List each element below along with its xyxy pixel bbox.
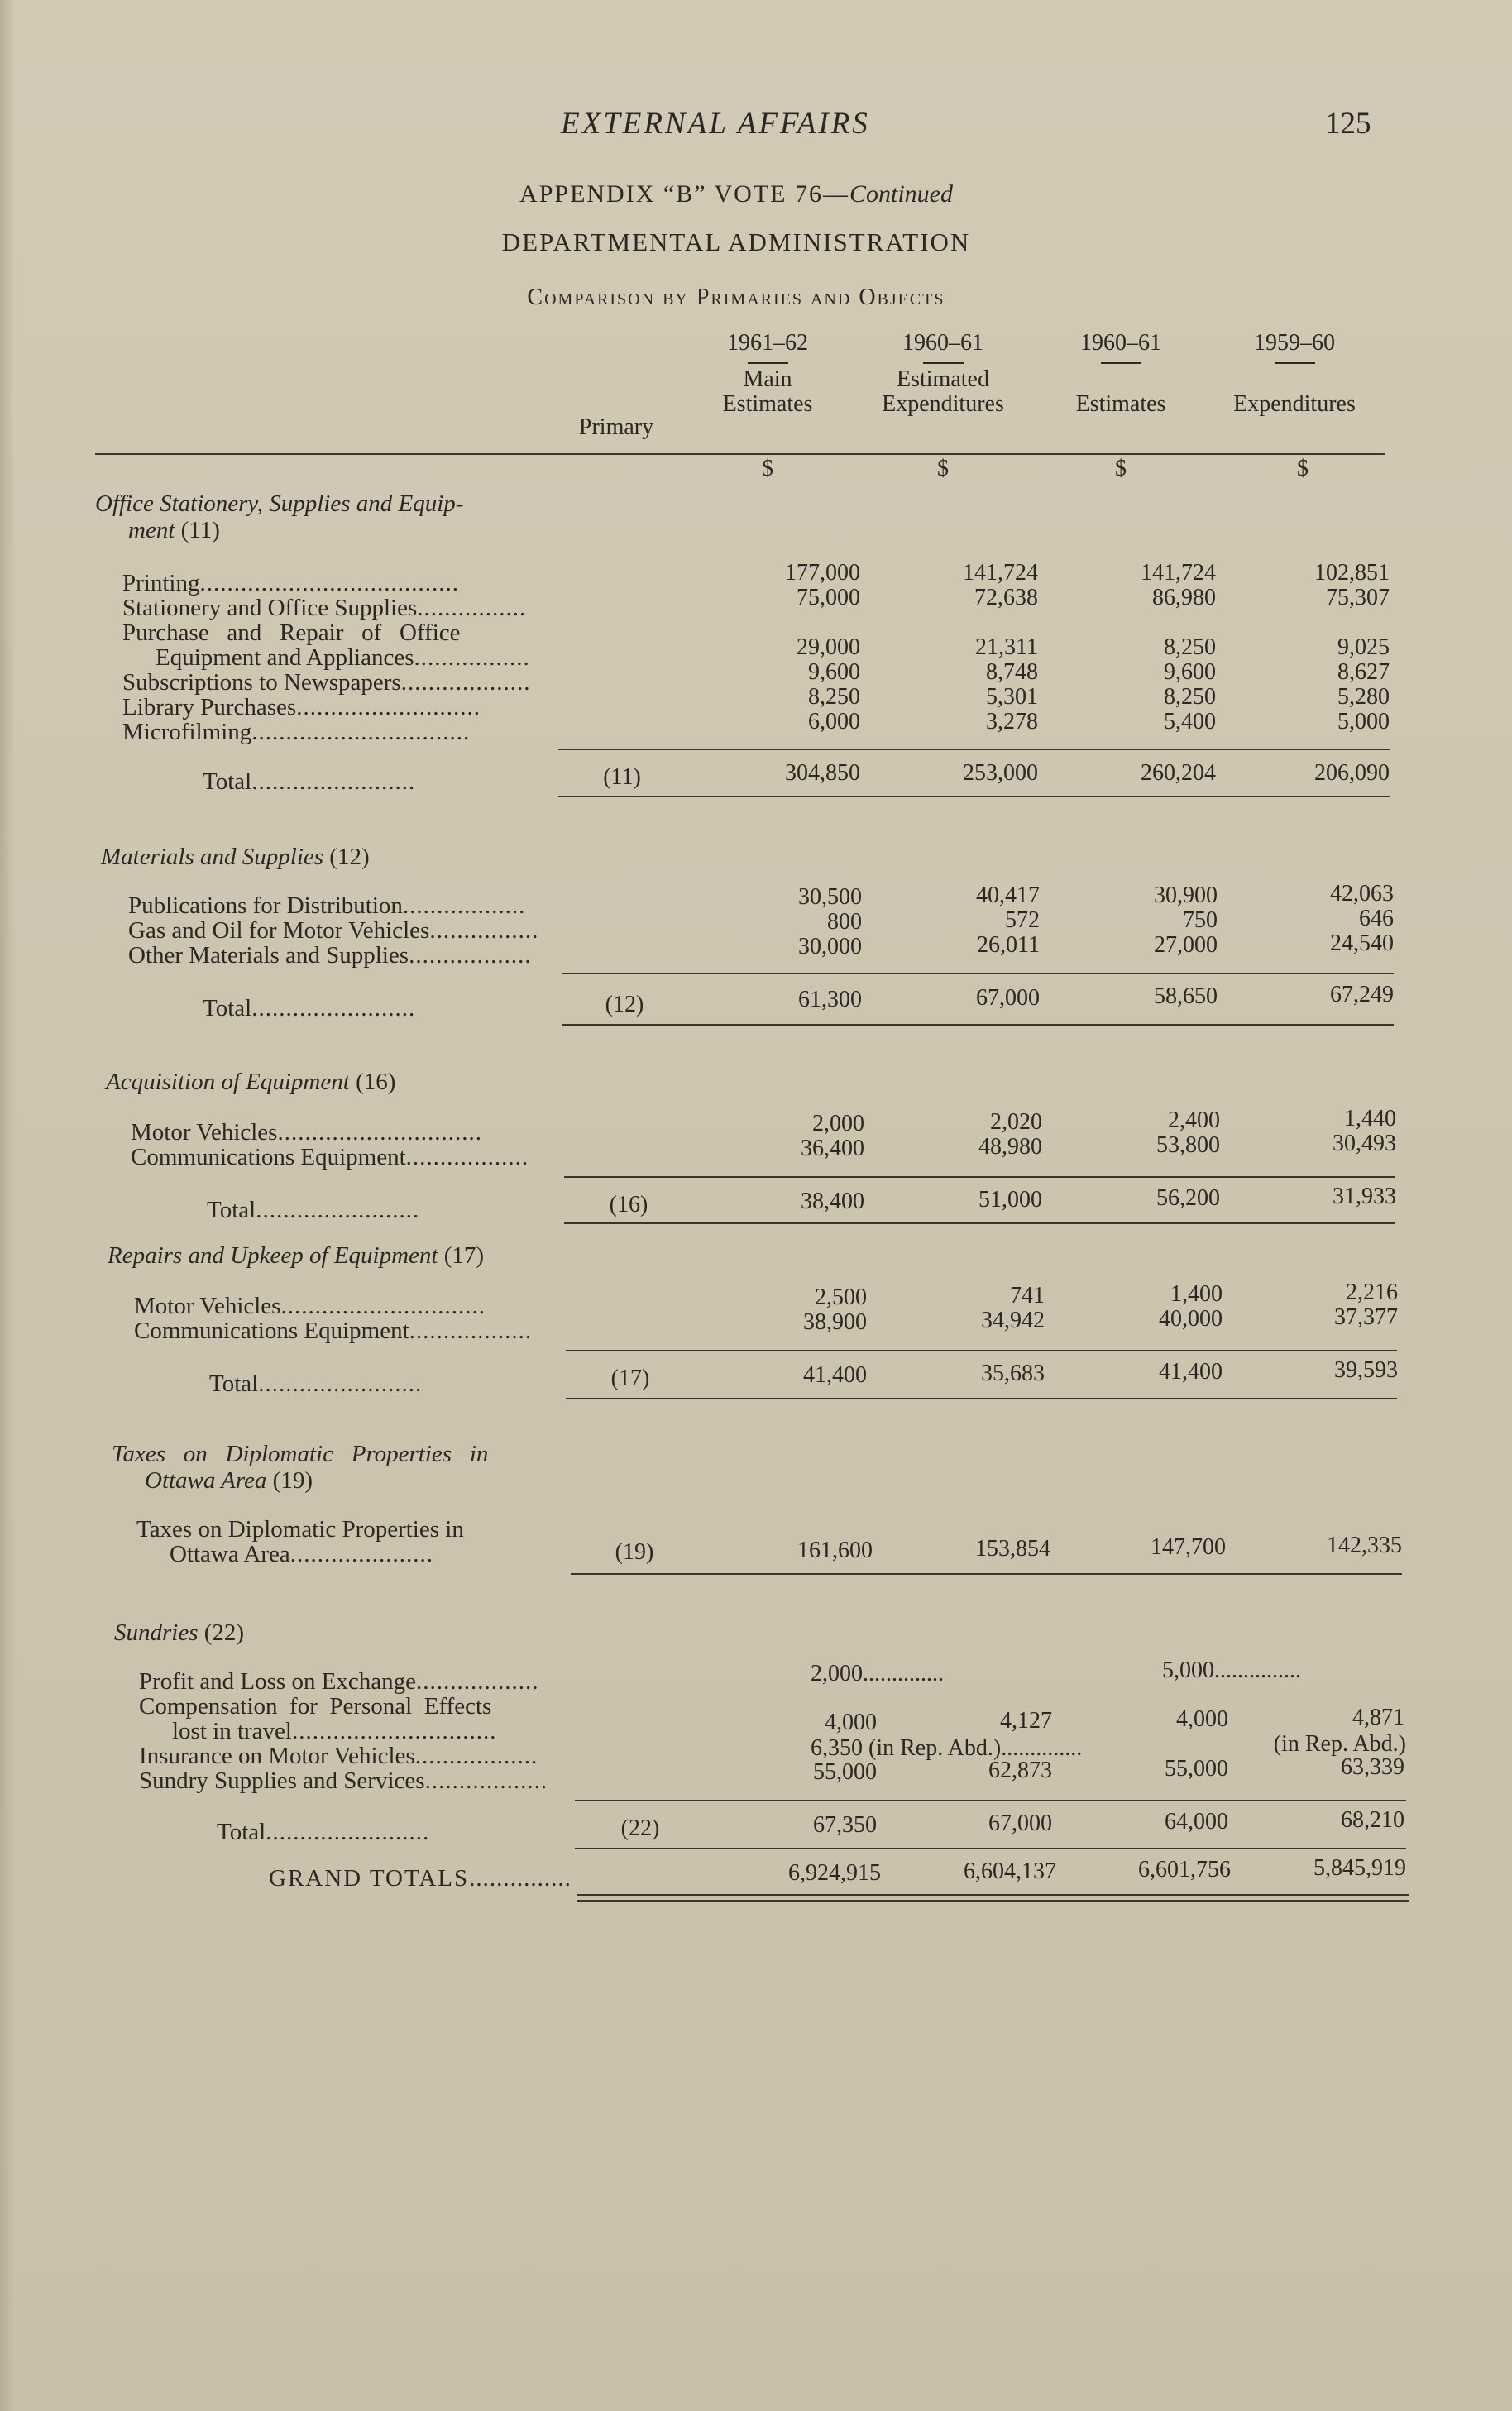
row-label-total-16: Total........................: [207, 1197, 420, 1223]
section-title-acquisition: Acquisition of Equipment (16): [106, 1069, 396, 1095]
cell-compensation-1960-61-exp: 4,127: [1000, 1708, 1052, 1734]
cell-total-17-1959-60: 39,593: [1334, 1357, 1398, 1383]
row-label-compensation: Compensation for Personal Effects lost in travel..............................: [139, 1693, 497, 1744]
department-title: DEPARTMENTAL ADMINISTRATION: [501, 227, 971, 256]
cell-rep-comm-1960-61-exp: 34,942: [981, 1308, 1045, 1333]
cell-total-16-1960-61-exp: 51,000: [978, 1187, 1042, 1213]
cell-sundry-1960-61-est: 55,000: [1165, 1756, 1228, 1782]
row-label-gas-oil: Gas and Oil for Motor Vehicles................: [128, 917, 539, 944]
cell-printing-1960-61-est: 141,724: [1141, 560, 1216, 586]
total-rule: [571, 1573, 1402, 1575]
primary-column-header: Primary: [578, 414, 654, 440]
running-header: EXTERNAL AFFAIRS: [561, 107, 870, 141]
cell-other-materials-1960-61-est: 27,000: [1154, 932, 1218, 958]
cell-compensation-1960-61-est: 4,000: [1176, 1706, 1228, 1732]
cell-microfilming-1960-61-est: 5,400: [1164, 709, 1216, 734]
section-title-sundries: Sundries (22): [114, 1619, 245, 1646]
cell-microfilming-1961-62: 6,000: [808, 709, 860, 734]
primary-code-17: (17): [610, 1366, 650, 1391]
cell-total-22-1960-61-exp: 67,000: [988, 1811, 1052, 1836]
primary-code-16: (16): [609, 1192, 648, 1217]
page-number: 125: [1325, 107, 1371, 141]
cell-subscriptions-1960-61-exp: 8,748: [986, 659, 1038, 685]
subtotal-rule: [566, 1350, 1397, 1351]
cell-compensation-1961-62: 4,000: [825, 1710, 877, 1735]
row-label-total-11: Total........................: [203, 768, 416, 795]
currency-symbol: $: [1297, 456, 1309, 481]
primary-code-11: (11): [603, 764, 641, 790]
row-label-total-12: Total........................: [203, 995, 416, 1021]
cell-purchase-1961-62: 29,000: [797, 634, 860, 660]
cell-insurance-1961-62-and-1960-61-exp: 6,350 (in Rep. Abd.)..............: [811, 1735, 1083, 1761]
cell-total-11-1960-61-exp: 253,000: [963, 760, 1038, 786]
cell-acq-comm-1959-60: 30,493: [1333, 1131, 1396, 1156]
cell-stationery-1959-60: 75,307: [1326, 585, 1390, 610]
total-rule: [566, 1398, 1397, 1399]
cell-profit-loss-1961-62: 2,000..............: [811, 1661, 944, 1686]
cell-microfilming-1960-61-exp: 3,278: [986, 709, 1038, 734]
column-1961-62-header: 1961–62 Main Estimates: [722, 330, 813, 417]
cell-total-12-1959-60: 67,249: [1330, 982, 1394, 1007]
primary-code-12: (12): [605, 992, 644, 1017]
row-label-profit-loss: Profit and Loss on Exchange..................: [139, 1668, 539, 1695]
cell-grand-total-1960-61-est: 6,601,756: [1138, 1857, 1231, 1882]
cell-insurance-1960-61-est-and-1959-60: (in Rep. Abd.): [1273, 1731, 1406, 1757]
row-label-sundry-supplies: Sundry Supplies and Services..................: [139, 1768, 548, 1794]
cell-acq-motor-1960-61-exp: 2,020: [990, 1109, 1042, 1135]
section-title-office-stationery: Office Stationery, Supplies and Equip- ment (11): [95, 490, 464, 543]
row-label-communications-rep: Communications Equipment..................: [134, 1318, 533, 1344]
currency-symbol: $: [937, 456, 949, 481]
cell-rep-motor-1960-61-est: 1,400: [1170, 1281, 1223, 1307]
row-label-other-materials: Other Materials and Supplies..................: [128, 942, 532, 969]
cell-gas-oil-1959-60: 646: [1359, 906, 1394, 931]
cell-publications-1960-61-exp: 40,417: [976, 883, 1040, 908]
row-label-subscriptions: Subscriptions to Newspapers...................: [122, 669, 531, 696]
cell-rep-motor-1959-60: 2,216: [1346, 1280, 1398, 1305]
subtotal-rule: [562, 973, 1394, 974]
row-label-total-22: Total........................: [217, 1819, 430, 1845]
row-label-insurance: Insurance on Motor Vehicles..................: [139, 1743, 538, 1769]
column-1960-61-estimates-header: 1960–61 Estimates: [1075, 330, 1166, 417]
row-label-microfilming: Microfilming................................: [122, 719, 471, 745]
cell-purchase-1960-61-exp: 21,311: [975, 634, 1038, 660]
appendix-title: APPENDIX “B” VOTE 76—Continued: [519, 180, 953, 208]
cell-library-1959-60: 5,280: [1337, 684, 1390, 710]
cell-library-1960-61-exp: 5,301: [986, 684, 1038, 710]
cell-sundry-1959-60: 63,339: [1341, 1754, 1404, 1780]
grand-total-rule-bottom: [577, 1900, 1409, 1902]
cell-sundry-1961-62: 55,000: [813, 1759, 877, 1785]
cell-total-17-1960-61-est: 41,400: [1159, 1359, 1223, 1385]
cell-total-11-1961-62: 304,850: [785, 760, 860, 786]
cell-acq-comm-1961-62: 36,400: [801, 1136, 864, 1161]
cell-acq-comm-1960-61-exp: 48,980: [978, 1134, 1042, 1160]
column-1959-60-header: 1959–60 Expenditures: [1233, 330, 1356, 417]
cell-publications-1960-61-est: 30,900: [1154, 883, 1218, 908]
cell-printing-1959-60: 102,851: [1314, 560, 1390, 586]
cell-total-12-1961-62: 61,300: [798, 987, 862, 1012]
cell-total-22-1961-62: 67,350: [813, 1812, 877, 1838]
row-label-library: Library Purchases...........................: [122, 694, 481, 720]
cell-taxes-1960-61-exp: 153,854: [975, 1536, 1050, 1562]
section-title-repairs: Repairs and Upkeep of Equipment (17): [108, 1242, 485, 1269]
subtotal-rule: [558, 749, 1390, 750]
cell-acq-motor-1961-62: 2,000: [812, 1111, 864, 1136]
cell-compensation-1959-60: 4,871: [1352, 1705, 1404, 1730]
cell-total-22-1959-60: 68,210: [1341, 1807, 1404, 1833]
grand-total-rule-top: [577, 1894, 1409, 1896]
cell-purchase-1959-60: 9,025: [1337, 634, 1390, 660]
cell-printing-1960-61-exp: 141,724: [963, 560, 1038, 586]
cell-total-16-1961-62: 38,400: [801, 1189, 864, 1214]
subtotal-rule: [575, 1800, 1406, 1801]
cell-purchase-1960-61-est: 8,250: [1164, 634, 1216, 660]
primary-code-22: (22): [620, 1815, 660, 1841]
cell-publications-1961-62: 30,500: [798, 884, 862, 910]
cell-acq-comm-1960-61-est: 53,800: [1156, 1132, 1220, 1158]
cell-total-16-1959-60: 31,933: [1333, 1184, 1396, 1209]
cell-total-22-1960-61-est: 64,000: [1165, 1809, 1228, 1835]
cell-stationery-1960-61-est: 86,980: [1152, 585, 1216, 610]
cell-rep-comm-1961-62: 38,900: [803, 1309, 867, 1335]
row-label-total-17: Total........................: [209, 1371, 423, 1397]
cell-sundry-1960-61-exp: 62,873: [988, 1758, 1052, 1783]
row-label-motor-vehicles-rep: Motor Vehicles..............................: [134, 1293, 486, 1319]
cell-stationery-1960-61-exp: 72,638: [974, 585, 1038, 610]
row-label-purchase-repair: Purchase and Repair of Office Equipment and Appliances.................: [122, 619, 530, 671]
cell-taxes-1959-60: 142,335: [1327, 1533, 1402, 1558]
header-rule: [95, 453, 1385, 455]
cell-rep-motor-1960-61-exp: 741: [1010, 1283, 1045, 1308]
cell-stationery-1961-62: 75,000: [797, 585, 860, 610]
cell-total-16-1960-61-est: 56,200: [1156, 1185, 1220, 1211]
cell-library-1960-61-est: 8,250: [1164, 684, 1216, 710]
cell-library-1961-62: 8,250: [808, 684, 860, 710]
cell-other-materials-1959-60: 24,540: [1330, 930, 1394, 956]
section-title-taxes: Taxes on Diplomatic Properties in Ottawa Area (19): [112, 1441, 489, 1494]
cell-taxes-1960-61-est: 147,700: [1151, 1534, 1226, 1560]
cell-acq-motor-1960-61-est: 2,400: [1168, 1107, 1220, 1133]
cell-other-materials-1961-62: 30,000: [798, 934, 862, 959]
cell-publications-1959-60: 42,063: [1330, 881, 1394, 907]
cell-total-17-1960-61-exp: 35,683: [981, 1361, 1045, 1386]
cell-microfilming-1959-60: 5,000: [1337, 709, 1390, 734]
total-rule: [562, 1024, 1394, 1026]
row-label-printing: Printing......................................: [122, 570, 459, 596]
cell-total-11-1960-61-est: 260,204: [1141, 760, 1216, 786]
cell-total-11-1959-60: 206,090: [1314, 760, 1390, 786]
row-label-communications-acq: Communications Equipment..................: [131, 1144, 529, 1170]
row-label-stationery: Stationery and Office Supplies................: [122, 595, 527, 621]
subtotal-rule: [564, 1176, 1395, 1178]
cell-subscriptions-1961-62: 9,600: [808, 659, 860, 685]
primary-code-19: (19): [615, 1539, 654, 1565]
cell-grand-total-1961-62: 6,924,915: [788, 1860, 881, 1886]
cell-gas-oil-1960-61-exp: 572: [1005, 907, 1040, 933]
cell-gas-oil-1961-62: 800: [827, 909, 862, 935]
cell-subscriptions-1959-60: 8,627: [1337, 659, 1390, 685]
column-1960-61-estimated-header: 1960–61 Estimated Expenditures: [882, 330, 1004, 417]
row-label-grand-totals: GRAND TOTALS...............: [269, 1865, 572, 1892]
currency-symbol: $: [1115, 456, 1127, 481]
currency-symbol: $: [762, 456, 773, 481]
cell-rep-motor-1961-62: 2,500: [815, 1284, 867, 1310]
cell-grand-total-1959-60: 5,845,919: [1313, 1855, 1406, 1881]
cell-total-12-1960-61-est: 58,650: [1154, 983, 1218, 1009]
row-label-motor-vehicles-acq: Motor Vehicles..............................: [131, 1119, 482, 1146]
cell-grand-total-1960-61-exp: 6,604,137: [964, 1858, 1056, 1884]
cell-total-12-1960-61-exp: 67,000: [976, 985, 1040, 1011]
cell-total-17-1961-62: 41,400: [803, 1362, 867, 1388]
cell-other-materials-1960-61-exp: 26,011: [977, 932, 1040, 958]
total-rule: [558, 796, 1390, 797]
comparison-subtitle: Comparison by Primaries and Objects: [527, 285, 945, 310]
total-rule: [564, 1222, 1395, 1224]
cell-printing-1961-62: 177,000: [785, 560, 860, 586]
row-label-publications: Publications for Distribution..................: [128, 892, 526, 919]
cell-rep-comm-1960-61-est: 40,000: [1159, 1306, 1223, 1332]
cell-gas-oil-1960-61-est: 750: [1183, 907, 1218, 933]
section-title-materials: Materials and Supplies (12): [101, 844, 370, 870]
total-rule: [575, 1848, 1406, 1849]
row-label-taxes-diplomatic: Taxes on Diplomatic Properties in Ottawa Area.....................: [136, 1516, 464, 1567]
cell-subscriptions-1960-61-est: 9,600: [1164, 659, 1216, 685]
cell-taxes-1961-62: 161,600: [797, 1538, 873, 1563]
cell-acq-motor-1959-60: 1,440: [1344, 1106, 1396, 1131]
cell-rep-comm-1959-60: 37,377: [1334, 1304, 1398, 1330]
cell-profit-loss-1960-61-est: 5,000...............: [1162, 1658, 1301, 1683]
